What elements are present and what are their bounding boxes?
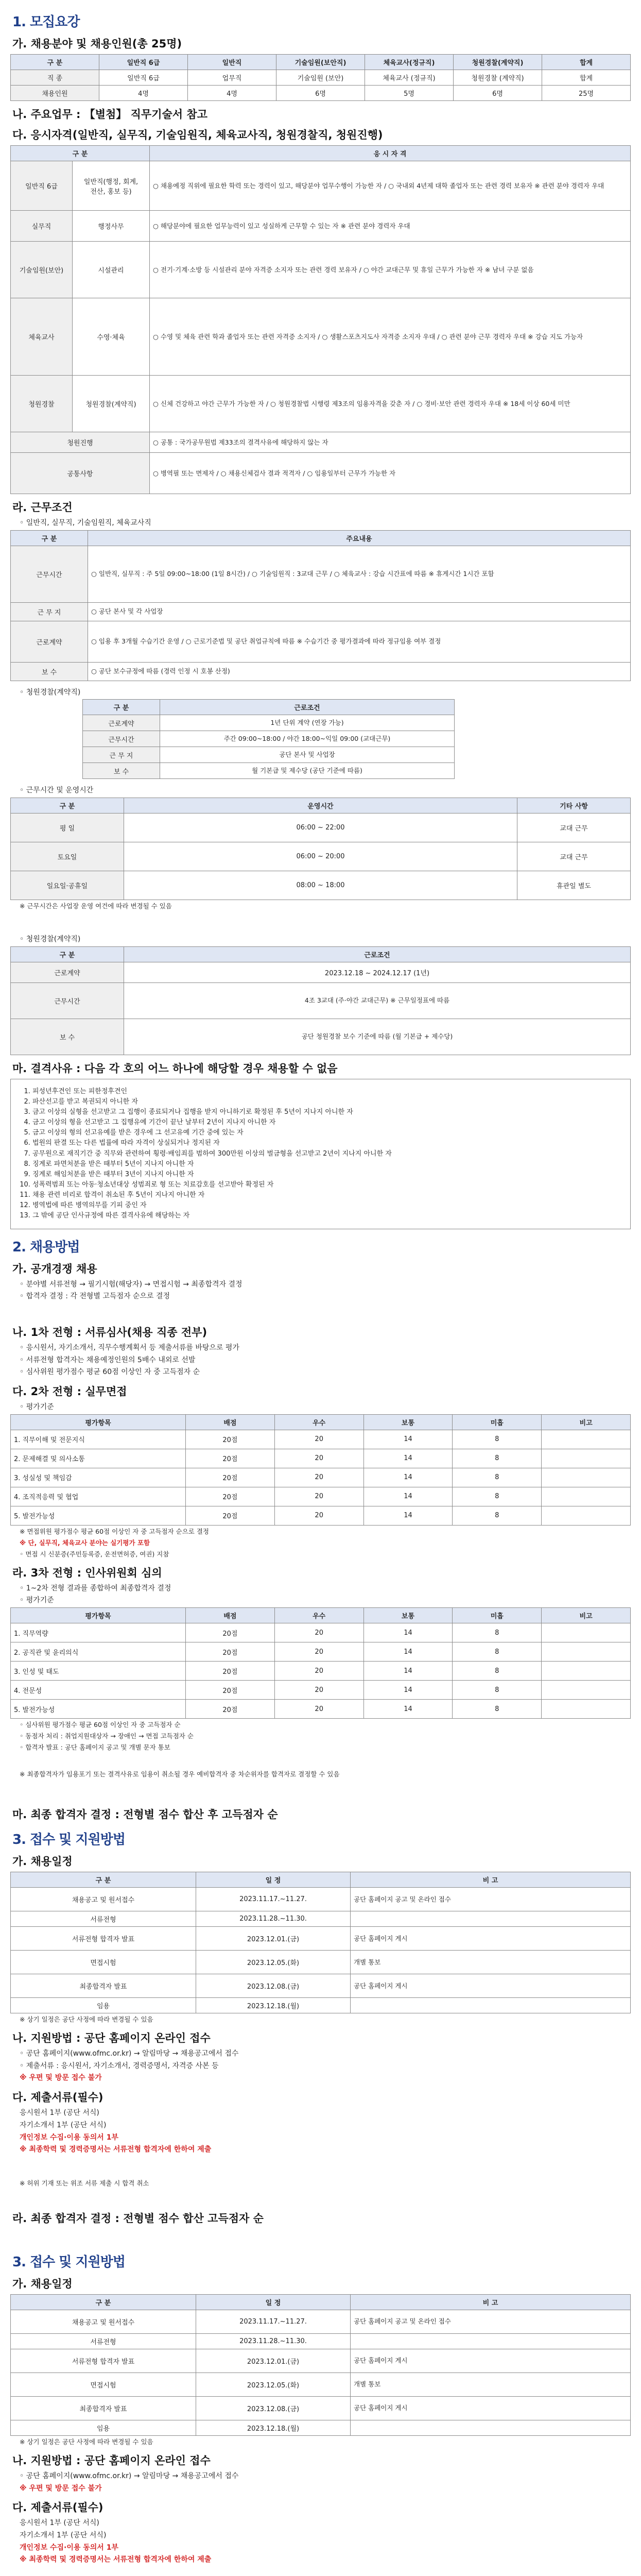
eval2-cell: 14 [363, 1623, 453, 1642]
recruit-cell: 일반직 6급 [99, 70, 188, 86]
guard-val: 월 기본급 및 제수당 (공단 기준에 따름) [160, 763, 455, 779]
sched-cell [351, 2333, 631, 2349]
qual-c: ○ 전기·기계·소방 등 시설관리 분야 자격증 소지자 또는 관련 경력 보유자 / ○ 야간 교대근무 및 휴일 근무가 가능한 자 ※ 남녀 구분 없음 [150, 242, 631, 298]
recruit-cell: 체육교사 (정규직) [365, 70, 454, 86]
section-3c-title: 다. 제출서류(필수) [12, 2091, 103, 2104]
cond-key: 근 무 지 [11, 602, 88, 621]
sched-cell: 공단 홈페이지 공고 및 온라인 접수 [351, 1888, 631, 1911]
eval-cell: 4. 조직적응력 및 협업 [11, 1487, 186, 1506]
time-note: ◦ 근무시간 및 운영시간 [20, 786, 94, 795]
eval-cell: 2. 문제해결 및 의사소통 [11, 1449, 186, 1468]
qual-c: ○ 공통 : 국가공무원법 제33조의 결격사유에 해당하지 않는 자 [150, 432, 631, 453]
eval-th: 평가항목 [11, 1414, 186, 1430]
disq-item: 12. 병역법에 따른 병역의무를 기피 중인 자 [32, 1200, 623, 1211]
recruit-cell: 업무직 [188, 70, 276, 86]
cond-key: 근로계약 [11, 621, 88, 662]
sched-cell: 2023.11.28.~11.30. [196, 2333, 351, 2349]
eval2-cell: 20점 [186, 1681, 275, 1700]
s4-note: ◦ 공단 홈페이지(www.ofmc.or.kr) → 알림마당 → 채용공고에서 접수 [20, 2471, 239, 2480]
time-th: 기타 사항 [517, 798, 631, 814]
s3-list-item: 자기소개서 1부 (공단 서식) [20, 2121, 107, 2129]
sched-th: 비 고 [351, 1872, 631, 1888]
eval2-cell [542, 1662, 631, 1681]
sched-cell: 개별 통보 [351, 2372, 631, 2396]
s4-small: ※ 상기 일정은 공단 사정에 따라 변경될 수 있음 [20, 2437, 153, 2446]
eval2-cell: 14 [363, 1642, 453, 1662]
eval2-th: 배점 [186, 1608, 275, 1623]
eval-cell: 5. 발전가능성 [11, 1506, 186, 1525]
eval2-cell: 3. 인성 및 태도 [11, 1662, 186, 1681]
qual-a: 일반직 6급 [11, 161, 73, 211]
time-extra: 교대 근무 [517, 814, 631, 842]
s4-list-item: 개인정보 수집·이용 동의서 1부 [20, 2543, 118, 2552]
contract-key: 근로계약 [11, 962, 124, 982]
eval-cell: 20점 [186, 1449, 275, 1468]
eval-cell [542, 1487, 631, 1506]
sched-cell: 2023.12.01.(금) [196, 2349, 351, 2372]
disq-item: 11. 채용 관련 비리로 합격이 취소된 후 5년이 지나지 아니한 자 [32, 1190, 623, 1200]
eval2-cell: 20 [274, 1662, 363, 1681]
s2-note: ◦ 평가기준 [20, 1596, 54, 1605]
guard-val: 1년 단위 계약 (연장 가능) [160, 715, 455, 731]
eval-cell: 14 [363, 1430, 453, 1449]
eval-cell [542, 1506, 631, 1525]
section-1d-title: 라. 근무조건 [12, 501, 73, 514]
qual-a: 공통사항 [11, 453, 150, 494]
s2-small: ※ 최종합격자가 임용포기 또는 결격사유로 임용이 취소될 경우 예비합격자 중 차순위자를 합격자로 결정할 수 있음 [20, 1770, 340, 1778]
eval2-th: 미흡 [453, 1608, 542, 1623]
sched-cell: 공단 홈페이지 게시 [351, 2396, 631, 2420]
recruit-cell: 6명 [454, 86, 542, 101]
guard-val: 공단 본사 및 사업장 [160, 747, 455, 763]
s3-small: ※ 상기 일정은 공단 사정에 따라 변경될 수 있음 [20, 2015, 153, 2024]
time-key: 평 일 [11, 814, 124, 842]
sched-th: 구 분 [11, 2294, 196, 2310]
qual-a: 체육교사 [11, 298, 73, 376]
eval-cell: 8 [453, 1506, 542, 1525]
eval-cell [542, 1449, 631, 1468]
eval2-cell: 14 [363, 1662, 453, 1681]
sched-cell: 2023.11.17.~11.27. [196, 1888, 351, 1911]
sched-cell: 공단 홈페이지 게시 [351, 1974, 631, 1998]
contract-th: 구 분 [11, 946, 124, 962]
contract-key: 근무시간 [11, 982, 124, 1019]
recruit-table [10, 54, 631, 101]
cond-th: 구 분 [11, 530, 88, 546]
s2-note: ◦ 응시원서, 자기소개서, 직무수행계획서 등 제출서류를 바탕으로 평가 [20, 1343, 239, 1352]
section-2a-title: 가. 공개경쟁 채용 [12, 1262, 97, 1275]
qual-b: 행정사무 [73, 211, 150, 242]
time-small: ※ 근무시간은 사업장 운영 여건에 따라 변경될 수 있음 [20, 902, 172, 910]
cond-note: ◦ 일반직, 실무직, 기술임원직, 체육교사직 [20, 519, 151, 527]
sched-th: 일 정 [196, 2294, 351, 2310]
eval2-cell: 20 [274, 1623, 363, 1642]
eval2-cell: 8 [453, 1681, 542, 1700]
guard-val: 주간 09:00~18:00 / 야간 18:00~익일 09:00 (교대근무) [160, 731, 455, 747]
eval2-cell: 2. 공직관 및 윤리의식 [11, 1642, 186, 1662]
eval2-cell: 20 [274, 1642, 363, 1662]
qual-b: 청원경찰(계약직) [73, 376, 150, 432]
s2-note: ◦ 합격자 결정 : 각 전형별 고득점자 순으로 결정 [20, 1292, 170, 1301]
recruit-th: 체육교사(정규직) [365, 55, 454, 70]
eval2-cell [542, 1681, 631, 1700]
cond-th: 주요내용 [88, 530, 631, 546]
eval2-cell: 4. 전문성 [11, 1681, 186, 1700]
time-th: 구 분 [11, 798, 124, 814]
eval-cell: 8 [453, 1430, 542, 1449]
cond-val: ○ 공단 본사 및 각 사업장 [88, 602, 631, 621]
cond-key: 보 수 [11, 662, 88, 681]
eval-cell: 20 [274, 1506, 363, 1525]
recruit-cell: 청원경찰 (계약직) [454, 70, 542, 86]
sched-cell: 2023.12.18.(월) [196, 2420, 351, 2435]
s2-red-note: ※ 단, 실무직, 체육교사 분야는 실기평가 포함 [20, 1538, 150, 1547]
eval2-cell: 20점 [186, 1700, 275, 1719]
eval-cell: 20점 [186, 1430, 275, 1449]
qual-c: ○ 수영 및 체육 관련 학과 졸업자 또는 관련 자격증 소지자 / ○ 생활스포츠지도사 자격증 소지자 우대 / ○ 관련 분야 근무 경력자 우대 ※ 강습 지도 가능자 [150, 298, 631, 376]
eval-cell [542, 1468, 631, 1487]
section-2e-title: 마. 최종 합격자 결정 : 전형별 점수 합산 후 고득점자 순 [12, 1808, 278, 1821]
guard-key: 근무시간 [83, 731, 160, 747]
recruit-cell: 25명 [542, 86, 631, 101]
condition-table [10, 530, 631, 681]
guard-th: 구 분 [83, 700, 160, 715]
eval2-th: 보통 [363, 1608, 453, 1623]
section-2d-title: 라. 3차 전형 : 인사위원회 심의 [12, 1566, 162, 1579]
qual-th: 구 분 [11, 146, 150, 161]
sched-cell: 2023.12.18.(월) [196, 1998, 351, 2013]
s3-note: ◦ 제출서류 : 응시원서, 자기소개서, 경력증명서, 자격증 사본 등 [20, 2061, 219, 2070]
qual-c: ○ 채용예정 직위에 필요한 학력 또는 경력이 있고, 해당분야 업무수행이 가능한 자 / ○ 국내외 4년제 대학 졸업자 또는 관련 경력 보유자 ※ 관련 분야 경력자 우대 [150, 161, 631, 211]
sched-cell: 공단 홈페이지 공고 및 온라인 접수 [351, 2310, 631, 2333]
section-1-title: 1. 모집요강 [12, 14, 80, 30]
recruit-cell: 4명 [188, 86, 276, 101]
sched-cell: 채용공고 및 원서접수 [11, 1888, 196, 1911]
disq-item: 9. 징계로 해임처분을 받은 때부터 3년이 지나지 아니한 자 [32, 1170, 623, 1180]
s3-list-item: 응시원서 1부 (공단 서식) [20, 2109, 99, 2117]
recruit-cell: 6명 [276, 86, 365, 101]
sched-cell: 2023.12.08.(금) [196, 1974, 351, 1998]
eval-cell [542, 1430, 631, 1449]
eval2-cell: 8 [453, 1623, 542, 1642]
section-1b-title: 나. 주요업무 : 【별첨】 직무기술서 참고 [12, 108, 207, 121]
sched-cell [351, 2420, 631, 2435]
s2-note: ◦ 심사위원 평가점수 평균 60점 이상인 자 중 고득점자 순 [20, 1368, 200, 1377]
eval2-cell: 8 [453, 1642, 542, 1662]
qual-th: 응 시 자 격 [150, 146, 631, 161]
s2-note: ◦ 서류전형 합격자는 채용예정인원의 5배수 내외로 선발 [20, 1355, 196, 1364]
cond-val: ○ 임용 후 3개월 수습기간 운영 / ○ 근로기준법 및 공단 취업규칙에 따름 ※ 수습기간 중 평가결과에 따라 정규임용 여부 결정 [88, 621, 631, 662]
recruit-th: 구 분 [11, 55, 99, 70]
disq-item: 5. 금고 이상의 형의 선고유예를 받은 경우에 그 선고유예 기간 중에 있는 자 [32, 1128, 623, 1138]
section-2-title: 2. 채용방법 [12, 1239, 80, 1255]
sched-cell: 면접시험 [11, 1951, 196, 1974]
eval-cell: 20 [274, 1487, 363, 1506]
eval-cell: 14 [363, 1506, 453, 1525]
eval2-cell: 20 [274, 1681, 363, 1700]
eval-cell: 20점 [186, 1506, 275, 1525]
guard-key: 근로계약 [83, 715, 160, 731]
schedule-table [10, 1872, 631, 2013]
section-3d-title: 라. 최종 합격자 결정 : 전형별 점수 합산 고득점자 순 [12, 2212, 264, 2225]
sched-cell: 2023.12.01.(금) [196, 1927, 351, 1951]
s2-small: ◦ 면접 시 신분증(주민등록증, 운전면허증, 여권) 지참 [20, 1550, 169, 1558]
recruitment-notice [10, 0, 631, 2576]
eval-cell: 8 [453, 1487, 542, 1506]
recruit-th: 합계 [542, 55, 631, 70]
eval-cell: 14 [363, 1449, 453, 1468]
eval2-cell: 8 [453, 1700, 542, 1719]
s2-small: ※ 면접위원 평가점수 평균 60점 이상인 자 중 고득점자 순으로 결정 [20, 1527, 209, 1535]
qual-c: ○ 병역필 또는 면제자 / ○ 채용신체검사 결과 적격자 / ○ 임용일부터 근무가 가능한 자 [150, 453, 631, 494]
eval2-cell: 20점 [186, 1623, 275, 1642]
eval2-cell: 5. 발전가능성 [11, 1700, 186, 1719]
eval-cell: 20점 [186, 1468, 275, 1487]
qual-a: 청원경찰 [11, 376, 73, 432]
eval2-th: 우수 [274, 1608, 363, 1623]
contract-th: 근로조건 [124, 946, 631, 962]
eval-cell: 3. 성실성 및 책임감 [11, 1468, 186, 1487]
eval-cell: 20 [274, 1468, 363, 1487]
s4-list-item: 자기소개서 1부 (공단 서식) [20, 2531, 107, 2539]
guard-th: 근로조건 [160, 700, 455, 715]
section-2c-title: 다. 2차 전형 : 실무면접 [12, 1385, 127, 1398]
sched-cell: 서류전형 [11, 1911, 196, 1927]
time-val: 08:00 ~ 18:00 [124, 871, 517, 900]
section-1a-title: 가. 채용분야 및 채용인원(총 25명) [12, 38, 182, 50]
eval-cell: 20 [274, 1430, 363, 1449]
sched-cell: 개별 통보 [351, 1951, 631, 1974]
time-th: 운영시간 [124, 798, 517, 814]
section-3a-title: 가. 채용일정 [12, 1855, 73, 1868]
s2-small: ◦ 심사위원 평가점수 평균 60점 이상인 자 중 고득점자 순 [20, 1721, 181, 1729]
section-3-repeat-title: 3. 접수 및 지원방법 [12, 2254, 125, 2270]
section-3b-repeat-title: 나. 지원방법 : 공단 홈페이지 온라인 접수 [12, 2454, 211, 2467]
sched-th: 구 분 [11, 1872, 196, 1888]
interview-eval-table [10, 1414, 631, 1526]
contract-note: ◦ 청원경찰(계약직) [20, 935, 81, 944]
section-3c-repeat-title: 다. 제출서류(필수) [12, 2501, 103, 2514]
disqualification-box [10, 1079, 631, 1229]
eval2-cell: 8 [453, 1662, 542, 1681]
time-key: 일요일·공휴일 [11, 871, 124, 900]
eval2-cell: 14 [363, 1700, 453, 1719]
eval-th: 보통 [363, 1414, 453, 1430]
contract-val: 공단 청원경찰 보수 기준에 따름 (월 기본급 + 제수당) [124, 1019, 631, 1055]
s3-red-note: ※ 우편 및 방문 접수 불가 [20, 2074, 102, 2082]
s4-list-item: 응시원서 1부 (공단 서식) [20, 2519, 99, 2528]
time-key: 토요일 [11, 842, 124, 871]
sched-cell: 최종합격자 발표 [11, 2396, 196, 2420]
contract-key: 보 수 [11, 1019, 124, 1055]
s4-red-note: ※ 우편 및 방문 접수 불가 [20, 2484, 102, 2493]
eval-th: 우수 [274, 1414, 363, 1430]
qual-b: 일반직(행정, 회계, 전산, 홍보 등) [73, 161, 150, 211]
qual-c: ○ 신체 건강하고 야간 근무가 가능한 자 / ○ 청원경찰법 시행령 제3조의 임용자격을 갖춘 자 / ○ 경비·보안 관련 경력자 우대 ※ 18세 이상 60세 미만 [150, 376, 631, 432]
eval-cell: 14 [363, 1468, 453, 1487]
qual-b: 수영·체육 [73, 298, 150, 376]
qual-a: 실무직 [11, 211, 73, 242]
eval-cell: 8 [453, 1468, 542, 1487]
section-1h-title: 마. 결격사유 : 다음 각 호의 어느 하나에 해당할 경우 채용할 수 없음 [12, 1062, 338, 1075]
disq-item: 2. 파산선고를 받고 복권되지 아니한 자 [32, 1097, 623, 1107]
sched-cell: 2023.12.05.(화) [196, 2372, 351, 2396]
recruit-th: 일반직 [188, 55, 276, 70]
s3-red-note: ※ 최종학력 및 경력증명서는 서류전형 합격자에 한하여 제출 [20, 2145, 212, 2154]
eval2-th: 비고 [542, 1608, 631, 1623]
sched-cell: 서류전형 [11, 2333, 196, 2349]
sched-th: 비 고 [351, 2294, 631, 2310]
disq-item: 10. 성폭력범죄 또는 아동·청소년대상 성범죄로 형 또는 치료감호를 선고받아 확정된 자 [32, 1180, 623, 1190]
recruit-row-label: 채용인원 [11, 86, 99, 101]
eval-th: 비고 [542, 1414, 631, 1430]
s2-note: ◦ 분야별 서류전형 → 필기시험(해당자) → 면접시험 → 최종합격자 결정 [20, 1280, 242, 1289]
disq-item: 13. 그 밖에 공단 인사규정에 따른 결격사유에 해당하는 자 [32, 1211, 623, 1221]
sched-cell: 최종합격자 발표 [11, 1974, 196, 1998]
disq-item: 4. 금고 이상의 형을 선고받고 그 집행유예 기간이 끝난 날부터 2년이 지나지 아니한 자 [32, 1117, 623, 1128]
eval2-th: 평가항목 [11, 1608, 186, 1623]
sched-cell: 면접시험 [11, 2372, 196, 2396]
time-val: 06:00 ~ 22:00 [124, 814, 517, 842]
recruit-th: 청원경찰(계약직) [454, 55, 542, 70]
disq-item: 7. 공무원으로 재직기간 중 직무와 관련하여 횡령·배임죄를 범하여 300만원 이상의 벌금형을 선고받고 2년이 지나지 아니한 자 [32, 1149, 623, 1159]
contract-val: 4조 3교대 (주·야간 교대근무) ※ 근무일정표에 따름 [124, 982, 631, 1019]
section-2b-title: 나. 1차 전형 : 서류심사(채용 직종 전부) [12, 1326, 207, 1338]
guard-key: 보 수 [83, 763, 160, 779]
sched-cell: 공단 홈페이지 게시 [351, 2349, 631, 2372]
s2-small: ◦ 동점자 처리 : 취업지원대상자 → 장애인 → 면접 고득점자 순 [20, 1732, 194, 1740]
s4-red-note: ※ 최종학력 및 경력증명서는 서류전형 합격자에 한하여 제출 [20, 2555, 212, 2564]
eval2-cell: 14 [363, 1681, 453, 1700]
recruit-th: 기술임원(보안직) [276, 55, 365, 70]
eval-th: 배점 [186, 1414, 275, 1430]
disq-item: 8. 징계로 파면처분을 받은 때부터 5년이 지나지 아니한 자 [32, 1159, 623, 1170]
qual-a: 청원진행 [11, 432, 150, 453]
eval2-cell [542, 1642, 631, 1662]
contract-val: 2023.12.18 ~ 2024.12.17 (1년) [124, 962, 631, 982]
s3-note: ◦ 공단 홈페이지(www.ofmc.or.kr) → 알림마당 → 채용공고에서 접수 [20, 2049, 239, 2058]
sched-cell: 임용 [11, 1998, 196, 2013]
section-3a-repeat-title: 가. 채용일정 [12, 2277, 73, 2290]
schedule-table-repeat [10, 2294, 631, 2436]
guard-table [82, 699, 455, 779]
guard-note: ◦ 청원경찰(계약직) [20, 688, 81, 697]
s2-small: ◦ 합격자 발표 : 공단 홈페이지 공고 및 개별 문자 통보 [20, 1743, 170, 1752]
qualification-table [10, 145, 631, 494]
eval-cell: 8 [453, 1449, 542, 1468]
eval2-cell: 20점 [186, 1642, 275, 1662]
qual-a: 기술임원(보안) [11, 242, 73, 298]
sched-cell: 공단 홈페이지 게시 [351, 1927, 631, 1951]
time-extra: 교대 근무 [517, 842, 631, 871]
eval2-cell: 20 [274, 1700, 363, 1719]
disqualification-list [32, 1087, 623, 1222]
eval2-cell [542, 1623, 631, 1642]
eval-cell: 20 [274, 1449, 363, 1468]
eval-cell: 14 [363, 1487, 453, 1506]
eval-cell: 20점 [186, 1487, 275, 1506]
qual-b: 시설관리 [73, 242, 150, 298]
sched-cell: 채용공고 및 원서접수 [11, 2310, 196, 2333]
section-1c-title: 다. 응시자격(일반직, 실무직, 기술임원직, 체육교사직, 청원경찰직, 청원진행) [12, 129, 383, 141]
sched-cell: 2023.12.05.(화) [196, 1951, 351, 1974]
recruit-cell: 합계 [542, 70, 631, 86]
recruit-cell: 5명 [365, 86, 454, 101]
eval2-cell [542, 1700, 631, 1719]
eval-cell: 1. 직무이해 및 전문지식 [11, 1430, 186, 1449]
time-table [10, 798, 631, 900]
recruit-cell: 4명 [99, 86, 188, 101]
sched-cell: 2023.11.17.~11.27. [196, 2310, 351, 2333]
section-3b-title: 나. 지원방법 : 공단 홈페이지 온라인 접수 [12, 2032, 211, 2045]
cond-val: ○ 일반직, 실무직 : 주 5일 09:00~18:00 (1일 8시간) / ○ 기술임원직 : 3교대 근무 / ○ 체육교사 : 강습 시간표에 따름 ※ 휴게시간 1시간 포함 [88, 546, 631, 602]
cond-val: ○ 공단 보수규정에 따름 (경력 인정 시 호봉 산정) [88, 662, 631, 681]
committee-eval-table [10, 1607, 631, 1719]
s2-note: ◦ 평가기준 [20, 1403, 54, 1412]
time-extra: 휴관일 별도 [517, 871, 631, 900]
sched-cell [351, 1911, 631, 1927]
disq-item: 3. 금고 이상의 실형을 선고받고 그 집행이 종료되거나 집행을 받지 아니하기로 확정된 후 5년이 지나지 아니한 자 [32, 1107, 623, 1117]
disq-item: 1. 피성년후견인 또는 피한정후견인 [32, 1087, 623, 1097]
guard-key: 근 무 지 [83, 747, 160, 763]
sched-cell: 서류전형 합격자 발표 [11, 2349, 196, 2372]
time-val: 06:00 ~ 20:00 [124, 842, 517, 871]
recruit-cell: 기술임원 (보안) [276, 70, 365, 86]
sched-cell [351, 1998, 631, 2013]
s3-list-item: 개인정보 수집·이용 동의서 1부 [20, 2133, 118, 2142]
eval2-cell: 20점 [186, 1662, 275, 1681]
recruit-row-label: 직 종 [11, 70, 99, 86]
sched-cell: 2023.12.08.(금) [196, 2396, 351, 2420]
eval2-cell: 1. 직무역량 [11, 1623, 186, 1642]
eval-th: 미흡 [453, 1414, 542, 1430]
disq-item: 6. 법원의 판결 또는 다른 법률에 따라 자격이 상실되거나 정지된 자 [32, 1138, 623, 1148]
sched-th: 일 정 [196, 1872, 351, 1888]
cond-key: 근무시간 [11, 546, 88, 602]
recruit-th: 일반직 6급 [99, 55, 188, 70]
s2-note: ◦ 1~2차 전형 결과를 종합하여 최종합격자 결정 [20, 1584, 171, 1592]
s3-small: ※ 허위 기재 또는 위조 서류 제출 시 합격 취소 [20, 2179, 149, 2187]
sched-cell: 임용 [11, 2420, 196, 2435]
sched-cell: 2023.11.28.~11.30. [196, 1911, 351, 1927]
section-3-title: 3. 접수 및 지원방법 [12, 1832, 125, 1848]
sched-cell: 서류전형 합격자 발표 [11, 1927, 196, 1951]
qual-c: ○ 해당분야에 필요한 업무능력이 있고 성실하게 근무할 수 있는 자 ※ 관련 분야 경력자 우대 [150, 211, 631, 242]
contract-table [10, 946, 631, 1055]
